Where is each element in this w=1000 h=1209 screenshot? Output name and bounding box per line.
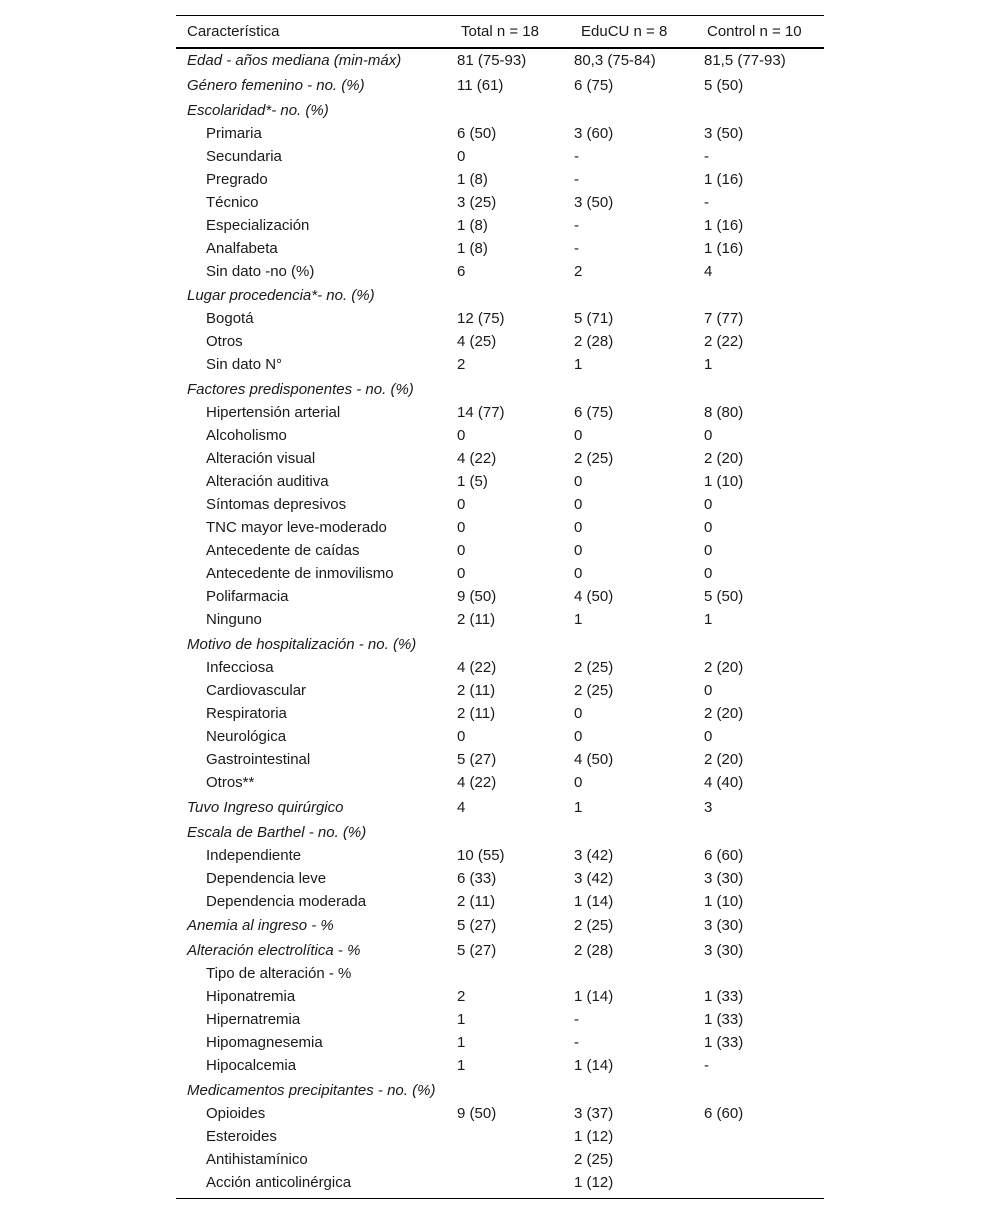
header-caracteristica: Característica	[187, 23, 280, 40]
row-label: Tuvo Ingreso quirúrgico	[187, 799, 344, 816]
cell-control: 2 (20)	[704, 751, 744, 768]
row-label: Pregrado	[206, 171, 268, 188]
cell-educu: 2 (25)	[574, 682, 614, 699]
table-row	[176, 1171, 824, 1194]
row-label: Tipo de alteración - %	[206, 965, 352, 982]
cell-control: 1 (16)	[704, 171, 744, 188]
row-label: Hipomagnesemia	[206, 1034, 323, 1051]
row-label: Antihistamínico	[206, 1151, 308, 1168]
row-label: Primaria	[206, 125, 262, 142]
table-row	[176, 679, 824, 702]
row-label: Respiratoria	[206, 705, 287, 722]
cell-educu: 2 (25)	[574, 1151, 614, 1168]
cell-control: 1	[704, 356, 713, 373]
cell-educu: 0	[574, 542, 583, 559]
cell-control: 1 (33)	[704, 1011, 744, 1028]
cell-control: 0	[704, 565, 713, 582]
row-label: Alteración electrolítica - %	[187, 942, 361, 959]
cell-control: 5 (50)	[704, 77, 744, 94]
section-row	[176, 284, 824, 307]
row-label: Ninguno	[206, 611, 262, 628]
section-row	[176, 914, 824, 937]
cell-educu: 1 (12)	[574, 1174, 614, 1191]
cell-control: 0	[704, 542, 713, 559]
section-row	[176, 49, 824, 72]
cell-control: 2 (22)	[704, 333, 744, 350]
cell-educu: 2 (25)	[574, 917, 614, 934]
table-row	[176, 539, 824, 562]
section-row	[176, 99, 824, 122]
row-label: Dependencia moderada	[206, 893, 367, 910]
row-label: Neurológica	[206, 728, 287, 745]
cell-educu: 0	[574, 728, 583, 745]
cell-educu: 2 (25)	[574, 659, 614, 676]
cell-total: 5 (27)	[457, 917, 497, 934]
cell-educu: -	[574, 217, 579, 234]
cell-control: 6 (60)	[704, 847, 744, 864]
table-row	[176, 1031, 824, 1054]
cell-educu: 3 (50)	[574, 194, 614, 211]
row-label: Alteración visual	[206, 450, 316, 467]
cell-educu: 0	[574, 427, 583, 444]
row-label: Infecciosa	[206, 659, 274, 676]
row-label: Especialización	[206, 217, 310, 234]
table-row	[176, 470, 824, 493]
row-label: Medicamentos precipitantes - no. (%)	[187, 1082, 436, 1099]
cell-control: 1 (33)	[704, 1034, 744, 1051]
table-row	[176, 493, 824, 516]
cell-educu: 1	[574, 611, 583, 628]
cell-control: 0	[704, 519, 713, 536]
section-row	[176, 378, 824, 401]
header-total: Total n = 18	[461, 23, 539, 40]
row-label: Hipernatremia	[206, 1011, 301, 1028]
cell-control: 6 (60)	[704, 1105, 744, 1122]
cell-control: 2 (20)	[704, 659, 744, 676]
cell-total: 0	[457, 427, 466, 444]
cell-control: 0	[704, 496, 713, 513]
cell-total: 4 (22)	[457, 450, 497, 467]
table-row	[176, 214, 824, 237]
cell-total: 10 (55)	[457, 847, 505, 864]
cell-total: 0	[457, 148, 466, 165]
cell-total: 6 (50)	[457, 125, 497, 142]
row-label: Hipertensión arterial	[206, 404, 341, 421]
cell-control: 81,5 (77-93)	[704, 52, 786, 69]
cell-educu: -	[574, 1034, 579, 1051]
cell-control: 5 (50)	[704, 588, 744, 605]
row-label: Factores predisponentes - no. (%)	[187, 381, 414, 398]
table-header-row	[176, 16, 824, 48]
table-row	[176, 562, 824, 585]
cell-total: 2 (11)	[457, 893, 496, 910]
cell-educu: 4 (50)	[574, 588, 614, 605]
cell-control: 1 (16)	[704, 217, 744, 234]
cell-educu: -	[574, 148, 579, 165]
cell-total: 2	[457, 356, 466, 373]
cell-educu: 0	[574, 473, 583, 490]
row-label: Escala de Barthel - no. (%)	[187, 824, 367, 841]
cell-educu: 3 (42)	[574, 870, 614, 887]
cell-educu: 1	[574, 356, 583, 373]
cell-total: 2 (11)	[457, 682, 496, 699]
cell-control: 2 (20)	[704, 705, 744, 722]
cell-control: 3 (30)	[704, 870, 744, 887]
cell-educu: 1 (12)	[574, 1128, 614, 1145]
cell-educu: 3 (37)	[574, 1105, 614, 1122]
row-label: Esteroides	[206, 1128, 277, 1145]
cell-control: 1 (33)	[704, 988, 744, 1005]
table-row	[176, 353, 824, 376]
section-row	[176, 939, 824, 962]
row-label: Sin dato N°	[206, 356, 283, 373]
cell-total: 4	[457, 799, 466, 816]
cell-educu: 2 (28)	[574, 333, 614, 350]
row-label: Lugar procedencia*- no. (%)	[187, 287, 375, 304]
cell-control: -	[704, 148, 709, 165]
row-label: Hipocalcemia	[206, 1057, 297, 1074]
cell-total: 0	[457, 542, 466, 559]
cell-educu: 0	[574, 774, 583, 791]
cell-educu: 1 (14)	[574, 893, 614, 910]
table-row	[176, 844, 824, 867]
table-row	[176, 585, 824, 608]
cell-control: 1 (10)	[704, 893, 744, 910]
cell-total: 5 (27)	[457, 751, 497, 768]
cell-educu: 0	[574, 705, 583, 722]
row-label: Género femenino - no. (%)	[187, 77, 365, 94]
table-row	[176, 725, 824, 748]
cell-total: 1 (8)	[457, 171, 488, 188]
cell-total: 1	[457, 1057, 466, 1074]
table-row	[176, 1148, 824, 1171]
table-row	[176, 145, 824, 168]
cell-control: -	[704, 194, 709, 211]
cell-control: 0	[704, 427, 713, 444]
cell-control: 2 (20)	[704, 450, 744, 467]
cell-control: 7 (77)	[704, 310, 744, 327]
cell-total: 0	[457, 496, 466, 513]
header-educu: EduCU n = 8	[581, 23, 668, 40]
row-label: Alcoholismo	[206, 427, 287, 444]
cell-total: 0	[457, 728, 466, 745]
table-row	[176, 516, 824, 539]
row-label: Técnico	[206, 194, 259, 211]
row-label: Antecedente de inmovilismo	[206, 565, 394, 582]
cell-educu: -	[574, 171, 579, 188]
cell-educu: 5 (71)	[574, 310, 614, 327]
table-row	[176, 237, 824, 260]
table-row	[176, 890, 824, 913]
row-label: Acción anticolinérgica	[206, 1174, 352, 1191]
cell-educu: 3 (42)	[574, 847, 614, 864]
cell-total: 11 (61)	[457, 77, 504, 94]
table-row	[176, 1008, 824, 1031]
cell-total: 12 (75)	[457, 310, 505, 327]
cell-total: 2 (11)	[457, 611, 496, 628]
cell-educu: 2 (28)	[574, 942, 614, 959]
cell-educu: 1 (14)	[574, 988, 614, 1005]
cell-control: -	[704, 1057, 709, 1074]
row-label: Sin dato -no (%)	[206, 263, 315, 280]
table-row	[176, 191, 824, 214]
cell-control: 3	[704, 799, 713, 816]
section-row	[176, 821, 824, 844]
cell-total: 1	[457, 1011, 466, 1028]
cell-total: 0	[457, 519, 466, 536]
cell-total: 4 (25)	[457, 333, 497, 350]
cell-total: 2	[457, 988, 466, 1005]
row-label: Alteración auditiva	[206, 473, 329, 490]
cell-total: 4 (22)	[457, 774, 497, 791]
cell-educu: 6 (75)	[574, 404, 614, 421]
cell-total: 0	[457, 565, 466, 582]
section-row	[176, 796, 824, 819]
cell-total: 6 (33)	[457, 870, 497, 887]
cell-educu: 4 (50)	[574, 751, 614, 768]
cell-educu: -	[574, 1011, 579, 1028]
cell-total: 14 (77)	[457, 404, 505, 421]
table-row	[176, 748, 824, 771]
row-label: Gastrointestinal	[206, 751, 311, 768]
row-label: Opioides	[206, 1105, 266, 1122]
row-label: Anemia al ingreso - %	[187, 917, 334, 934]
cell-educu: 1 (14)	[574, 1057, 614, 1074]
cell-total: 6	[457, 263, 466, 280]
table-row	[176, 401, 824, 424]
row-label: Independiente	[206, 847, 302, 864]
table-row	[176, 771, 824, 794]
cell-educu: 0	[574, 565, 583, 582]
row-label: Analfabeta	[206, 240, 278, 257]
table-row	[176, 168, 824, 191]
cell-control: 1	[704, 611, 713, 628]
cell-control: 4 (40)	[704, 774, 744, 791]
cell-total: 3 (25)	[457, 194, 497, 211]
table-bottom-rule	[176, 1198, 824, 1199]
cell-educu: 3 (60)	[574, 125, 614, 142]
cell-educu: 80,3 (75-84)	[574, 52, 656, 69]
table-row	[176, 1125, 824, 1148]
cell-control: 4	[704, 263, 713, 280]
cell-control: 0	[704, 728, 713, 745]
table-row	[176, 656, 824, 679]
cell-total: 2 (11)	[457, 705, 496, 722]
cell-educu: 6 (75)	[574, 77, 614, 94]
row-label: Otros	[206, 333, 243, 350]
cell-total: 9 (50)	[457, 588, 497, 605]
table-row	[176, 307, 824, 330]
cell-control: 3 (30)	[704, 917, 744, 934]
cell-total: 5 (27)	[457, 942, 497, 959]
row-label: Polifarmacia	[206, 588, 289, 605]
section-row	[176, 633, 824, 656]
cell-educu: 2	[574, 263, 583, 280]
table-row	[176, 424, 824, 447]
cell-control: 8 (80)	[704, 404, 744, 421]
cell-control: 1 (16)	[704, 240, 744, 257]
table-row	[176, 330, 824, 353]
cell-educu: 0	[574, 496, 583, 513]
cell-educu: 1	[574, 799, 583, 816]
row-label: TNC mayor leve-moderado	[206, 519, 387, 536]
cell-control: 3 (30)	[704, 942, 744, 959]
cell-total: 1 (5)	[457, 473, 488, 490]
table-row	[176, 962, 824, 985]
row-label: Edad - años mediana (min-máx)	[187, 52, 402, 69]
section-row	[176, 74, 824, 97]
cell-total: 4 (22)	[457, 659, 497, 676]
cell-control: 3 (50)	[704, 125, 744, 142]
cell-educu: -	[574, 240, 579, 257]
section-row	[176, 1079, 824, 1102]
cell-total: 81 (75-93)	[457, 52, 527, 69]
cell-control: 1 (10)	[704, 473, 744, 490]
row-label: Cardiovascular	[206, 682, 307, 699]
table-row	[176, 985, 824, 1008]
header-control: Control n = 10	[707, 23, 802, 40]
row-label: Hiponatremia	[206, 988, 296, 1005]
table-row	[176, 867, 824, 890]
cell-total: 1	[457, 1034, 466, 1051]
row-label: Secundaria	[206, 148, 282, 165]
table-row	[176, 608, 824, 631]
table-row	[176, 122, 824, 145]
cell-total: 1 (8)	[457, 240, 488, 257]
row-label: Motivo de hospitalización - no. (%)	[187, 636, 417, 653]
cell-total: 9 (50)	[457, 1105, 497, 1122]
table-row	[176, 1102, 824, 1125]
cell-total: 1 (8)	[457, 217, 488, 234]
row-label: Síntomas depresivos	[206, 496, 347, 513]
row-label: Antecedente de caídas	[206, 542, 360, 559]
table-row	[176, 260, 824, 283]
row-label: Escolaridad*- no. (%)	[187, 102, 329, 119]
cell-control: 0	[704, 682, 713, 699]
table-row	[176, 447, 824, 470]
table-row	[176, 702, 824, 725]
row-label: Dependencia leve	[206, 870, 327, 887]
cell-educu: 0	[574, 519, 583, 536]
table-row	[176, 1054, 824, 1077]
cell-educu: 2 (25)	[574, 450, 614, 467]
row-label: Otros**	[206, 774, 255, 791]
row-label: Bogotá	[206, 310, 254, 327]
